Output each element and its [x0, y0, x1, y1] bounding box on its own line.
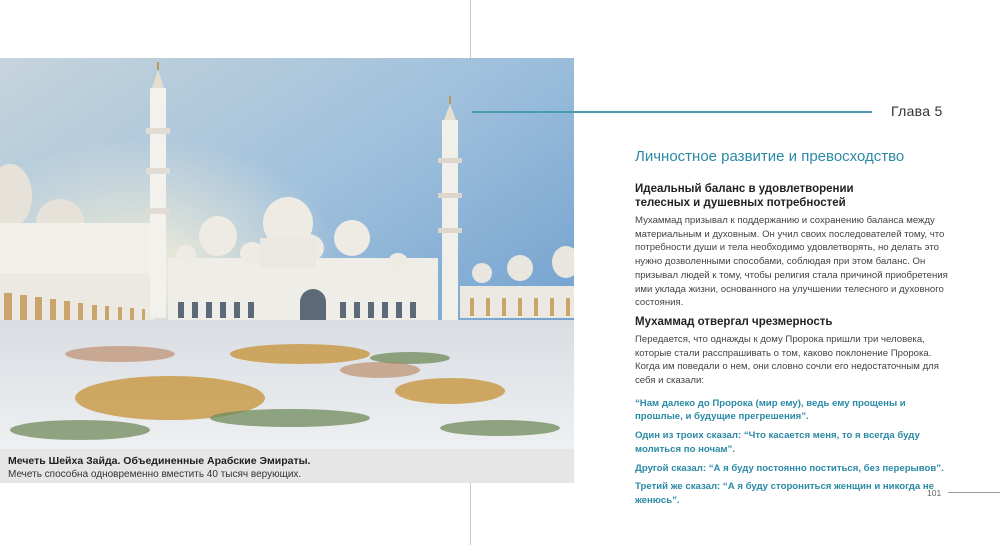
quote-4: Третий же сказал: “А я буду сторониться женщин и никогда не женюсь”. [635, 481, 934, 506]
chapter-label: Глава 5 [891, 103, 943, 119]
subheading-excess: Мухаммад отвергал чрезмерность [635, 315, 833, 328]
quote-3: Другой сказал: “А я буду постоянно поститься, без перерывов”. [635, 462, 944, 474]
section-title: Личностное развитие и превосходство [635, 148, 905, 165]
subheading-balance [635, 182, 953, 210]
text-column [635, 148, 953, 513]
caption-title: Мечеть Шейха Зайда. Объединенные Арабские Эмираты. [8, 455, 311, 467]
photo-caption [0, 449, 574, 483]
page-number: 101 [927, 488, 942, 498]
mosque-photo [0, 58, 574, 449]
paragraph-balance: Мухаммад призывал к поддержанию и сохранению баланса между материальным и духовным. Он учил своих последователей тому, что потребности души и тела необходимо удовлетворять, но делать это нужно дозволенными способами, соблюдая при этом баланс. Он призывал людей к тому, чтобы религия стала причиной приобретения ими уклада жизни, основанного на улучшении телесного и духовного состояния. [635, 215, 948, 309]
page-number-rule [948, 492, 1000, 493]
quote-2: Один из троих сказал: “Что касается меня, то я всегда буду молиться по ночам”. [635, 430, 920, 455]
subheading-balance-line1: Идеальный баланс в удовлетворении [635, 183, 854, 195]
chapter-rule [472, 111, 872, 113]
caption-text: Мечеть способна одновременно вместить 40 тысяч верующих. [8, 469, 302, 480]
paragraph-excess: Передается, что однажды к дому Пророка пришли три человека, которые стали расспрашивать о том, каково поклонение Пророка. Когда им поведали о нем, они словно сочли его недостаточным для себя и сказали: [635, 333, 939, 387]
quotes-block [635, 397, 953, 508]
subheading-balance-line2: телесных и душевных потребностей [635, 197, 846, 209]
quote-1: “Нам далеко до Пророка (мир ему), ведь ему прощены и прошлые, и будущие прегрешения”. [635, 397, 906, 423]
